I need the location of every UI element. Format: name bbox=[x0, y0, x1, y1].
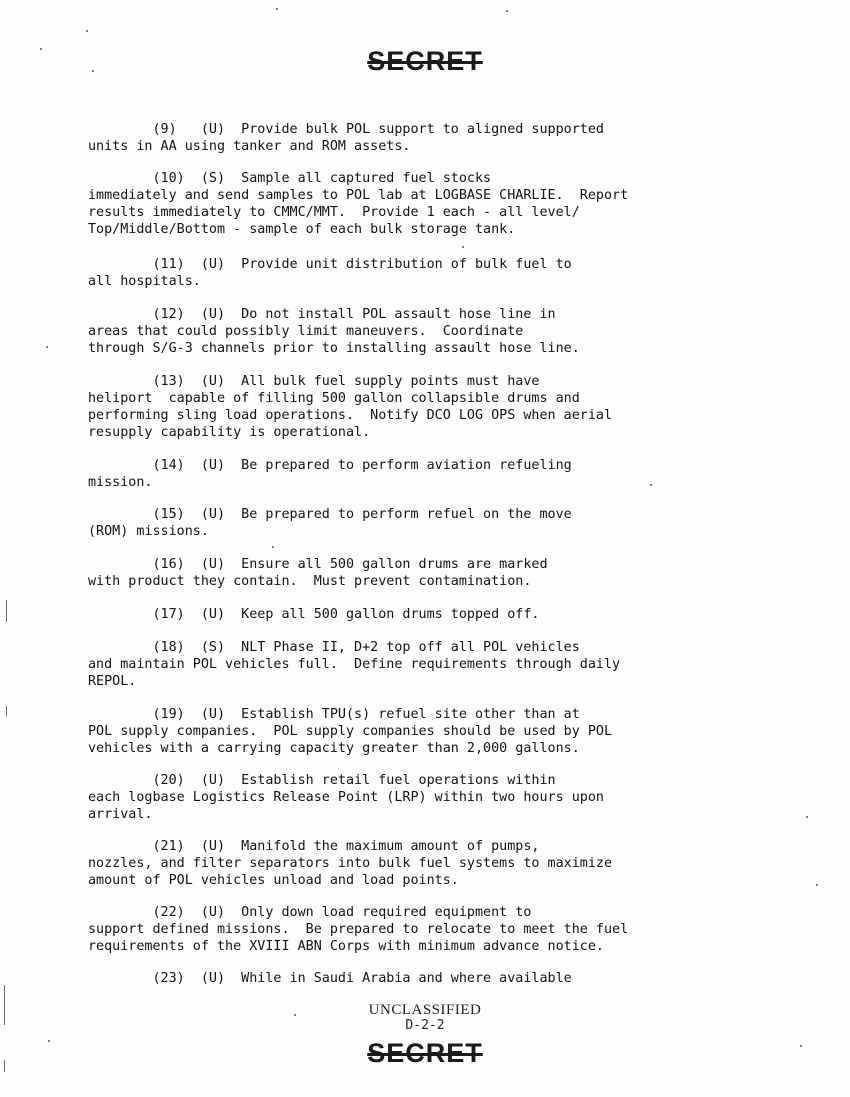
paragraph-17 bbox=[88, 606, 778, 623]
paragraph-13 bbox=[88, 373, 778, 441]
scan-edge-mark bbox=[4, 1060, 5, 1072]
scan-speck bbox=[506, 10, 508, 12]
paragraph-line: (13) (U) All bulk fuel supply points must have bbox=[88, 374, 540, 389]
paragraph-body: with product they contain. Must prevent contamination. bbox=[88, 574, 532, 589]
scan-edge-mark bbox=[6, 600, 7, 622]
unclassified-marking: UNCLASSIFIED bbox=[368, 1002, 482, 1018]
paragraph-body: each logbase Logistics Release Point (LRP) within two hours upon arrival. bbox=[88, 790, 604, 822]
paragraph-line: (11) (U) Provide unit distribution of bulk fuel to bbox=[88, 257, 572, 272]
page-number: D-2-2 bbox=[405, 1018, 445, 1033]
paragraph-line: (14) (U) Be prepared to perform aviation refueling bbox=[88, 458, 572, 473]
paragraph-23 bbox=[88, 970, 778, 987]
paragraph-line: (19) (U) Establish TPU(s) refuel site other than at bbox=[88, 707, 580, 722]
paragraph-body: areas that could possibly limit maneuvers. Coordinate through S/G-3 channels prior to installing assault hose line. bbox=[88, 324, 580, 356]
scan-speck bbox=[800, 1045, 802, 1047]
paragraph-11 bbox=[88, 256, 778, 290]
classification-header: SECRET bbox=[367, 46, 483, 76]
paragraph-body: and maintain POL vehicles full. Define requirements through daily REPOL. bbox=[88, 657, 621, 689]
paragraph-line: (9) (U) Provide bulk POL support to aligned supported bbox=[88, 122, 604, 137]
paragraph-line: (18) (S) NLT Phase II, D+2 top off all POL vehicles bbox=[88, 640, 580, 655]
scan-speck bbox=[462, 246, 464, 248]
scan-speck bbox=[46, 346, 48, 348]
scan-speck bbox=[806, 816, 808, 818]
paragraph-16 bbox=[88, 556, 778, 590]
scan-edge-mark bbox=[6, 706, 7, 716]
paragraph-body: heliport capable of filling 500 gallon collapsible drums and performing sling load operations. Notify DCO LOG OPS when aerial resupply capability is operational. bbox=[88, 391, 613, 440]
paragraph-10 bbox=[88, 170, 778, 238]
paragraph-14 bbox=[88, 457, 778, 491]
paragraph-line: (12) (U) Do not install POL assault hose line in bbox=[88, 307, 556, 322]
paragraph-12 bbox=[88, 306, 778, 357]
paragraph-body: nozzles, and filter separators into bulk fuel systems to maximize amount of POL vehicles unload and load points. bbox=[88, 856, 613, 888]
paragraph-9 bbox=[88, 121, 778, 155]
scan-speck bbox=[276, 8, 278, 10]
paragraph-line: (16) (U) Ensure all 500 gallon drums are marked bbox=[88, 557, 548, 572]
paragraph-22 bbox=[88, 904, 778, 955]
paragraph-body: mission. bbox=[88, 475, 153, 490]
scan-speck bbox=[40, 48, 42, 50]
paragraph-20 bbox=[88, 772, 778, 823]
paragraph-21 bbox=[88, 838, 778, 889]
scan-speck bbox=[92, 70, 94, 72]
paragraph-line: (10) (S) Sample all captured fuel stocks bbox=[88, 171, 492, 186]
scan-speck bbox=[650, 484, 652, 486]
paragraph-line: (21) (U) Manifold the maximum amount of pumps, bbox=[88, 839, 540, 854]
scan-speck bbox=[294, 1014, 296, 1016]
scan-speck bbox=[48, 1040, 50, 1042]
paragraph-body: units in AA using tanker and ROM assets. bbox=[88, 139, 411, 154]
paragraph-body: immediately and send samples to POL lab at LOGBASE CHARLIE. Report results immediately to CMMC/MMT. Provide 1 each - all level/ Top/Middle/Bottom - sample of each bulk storage tank. bbox=[88, 188, 629, 237]
paragraph-line: (22) (U) Only down load required equipment to bbox=[88, 905, 532, 920]
paragraph-body: POL supply companies. POL supply companies should be used by POL vehicles with a carrying capacity greater than 2,000 gallons. bbox=[88, 724, 613, 756]
paragraph-body: (ROM) missions. bbox=[88, 524, 209, 539]
paragraph-19 bbox=[88, 706, 778, 757]
paragraph-line: (17) (U) Keep all 500 gallon drums topped off. bbox=[88, 607, 540, 622]
paragraph-line: (20) (U) Establish retail fuel operations within bbox=[88, 773, 556, 788]
scan-speck bbox=[816, 884, 818, 886]
scan-speck bbox=[272, 546, 274, 548]
paragraph-line: (23) (U) While in Saudi Arabia and where available bbox=[88, 971, 572, 986]
classification-footer: SECRET bbox=[367, 1038, 483, 1068]
scan-edge-mark bbox=[4, 985, 5, 1025]
paragraph-line: (15) (U) Be prepared to perform refuel on the move bbox=[88, 507, 572, 522]
scan-speck bbox=[86, 30, 88, 32]
paragraph-18 bbox=[88, 639, 778, 690]
paragraph-body: all hospitals. bbox=[88, 274, 201, 289]
paragraph-15 bbox=[88, 506, 778, 540]
paragraph-body: support defined missions. Be prepared to relocate to meet the fuel requirements of the XVIII ABN Corps with minimum advance notice. bbox=[88, 922, 629, 954]
